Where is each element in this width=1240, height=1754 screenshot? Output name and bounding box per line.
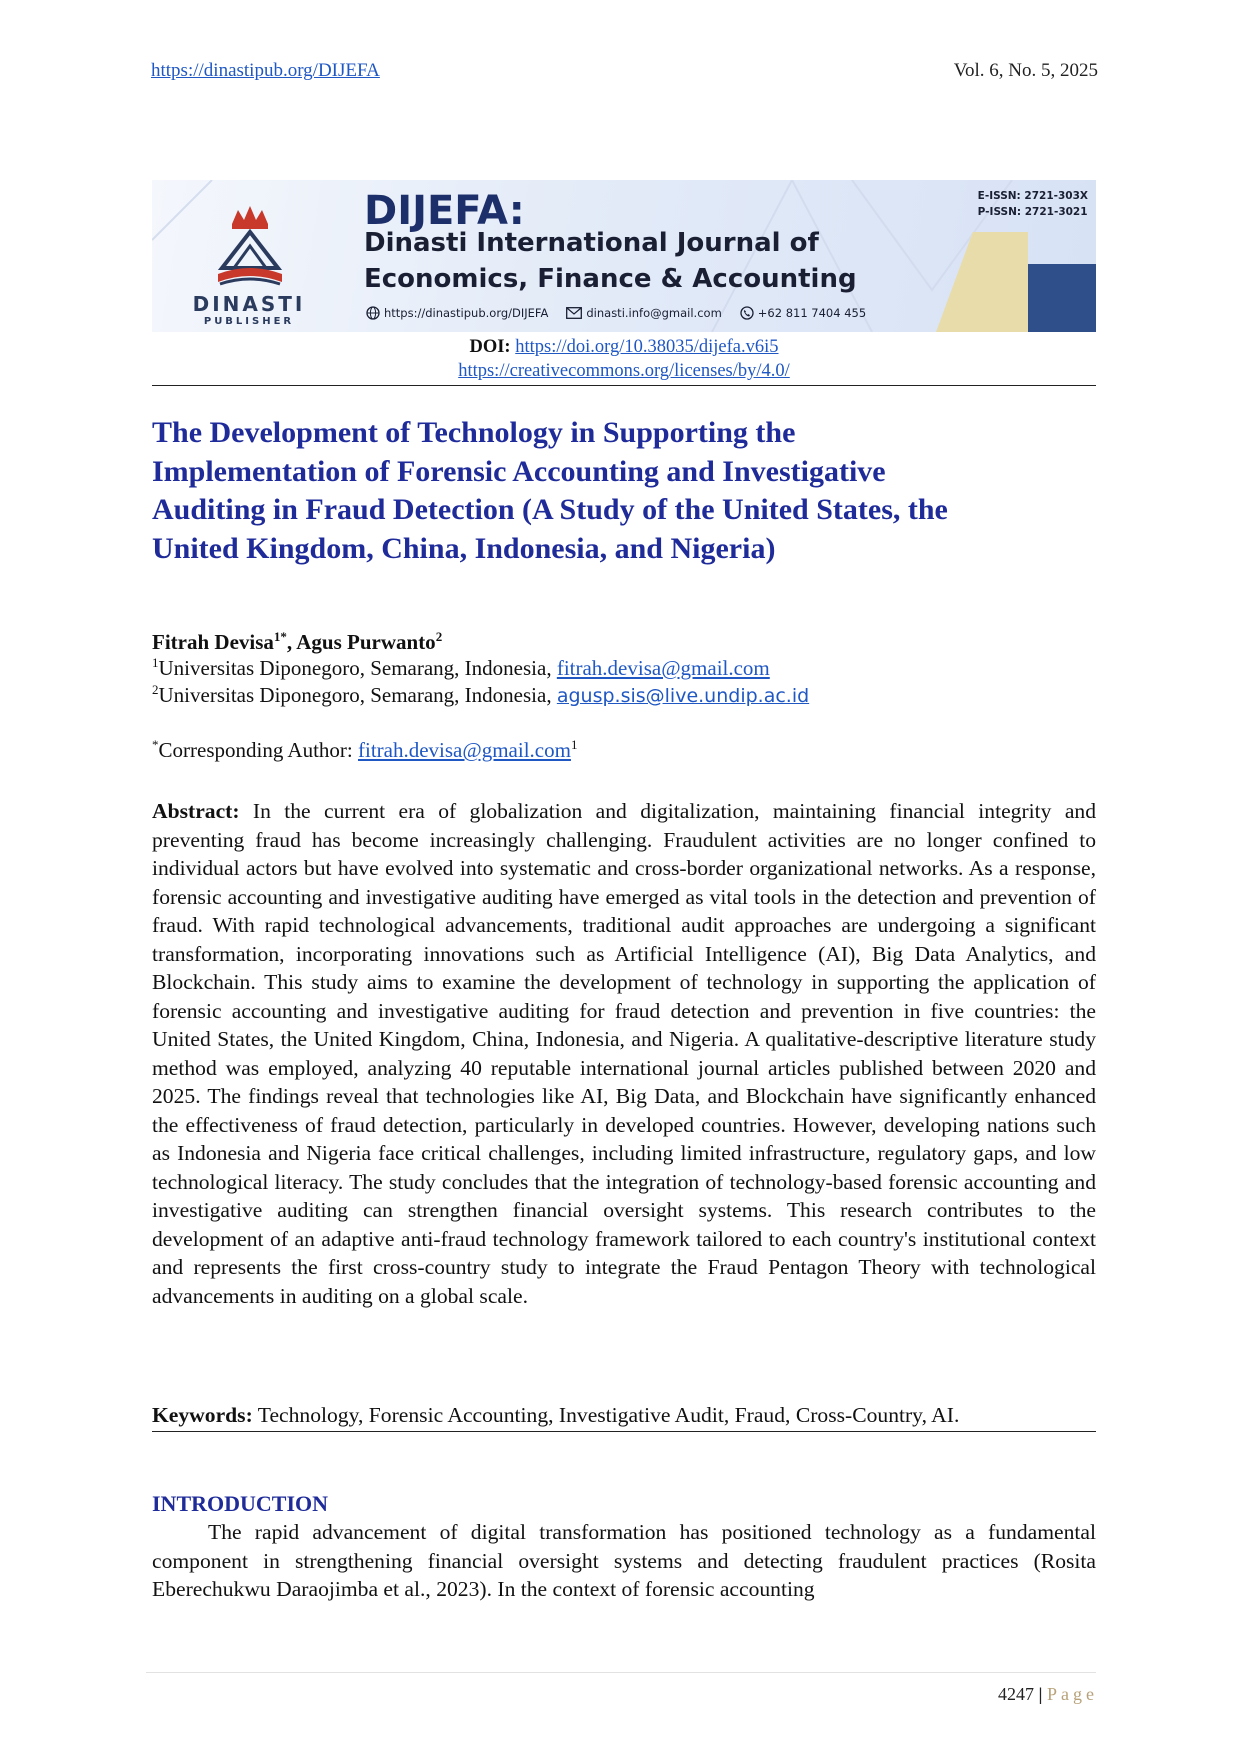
doi-line	[152, 337, 1096, 358]
page-footer	[998, 1684, 1098, 1705]
abstract-label: Abstract:	[152, 799, 240, 823]
phone-icon	[740, 306, 754, 320]
affiliation-superscript: 2	[152, 682, 159, 697]
journal-banner	[152, 180, 1096, 332]
title-line: Implementation of Forensic Accounting and Investigative	[152, 454, 886, 488]
banner-email	[566, 306, 721, 320]
journal-full-name-line1: Dinasti International Journal of	[364, 228, 819, 258]
author2-email-link[interactable]: agusp.sis@live.undip.ac.id	[556, 685, 810, 707]
keywords-label: Keywords:	[152, 1403, 253, 1427]
publisher-sub: PUBLISHER	[203, 316, 295, 327]
affiliation-text: Universitas Diponegoro, Semarang, Indonesia,	[158, 656, 557, 680]
author-superscript: 1*	[273, 629, 287, 644]
keywords	[152, 1401, 1096, 1429]
banner-contacts	[366, 306, 866, 320]
banner-blue-block	[1028, 264, 1096, 332]
introduction-heading: INTRODUCTION	[152, 1491, 329, 1516]
affiliation-superscript: 1	[152, 655, 159, 670]
issn-block	[978, 188, 1088, 220]
page-separator: |	[1034, 1684, 1047, 1704]
author-superscript: 2	[435, 629, 443, 644]
doi-label: DOI:	[469, 337, 511, 357]
footer-divider	[146, 1672, 1096, 1673]
banner-phone-text: +62 811 7404 455	[757, 306, 867, 320]
journal-full-name-line2: Economics, Finance & Accounting	[364, 264, 857, 294]
keywords-text: Technology, Forensic Accounting, Investigative Audit, Fraud, Cross-Country, AI.	[252, 1403, 960, 1427]
publisher-name: DINASTI	[192, 292, 306, 316]
globe-icon	[366, 306, 380, 320]
journal-url-link[interactable]: https://dinastipub.org/DIJEFA	[151, 60, 380, 81]
envelope-icon	[566, 307, 582, 319]
page-number: 4247	[998, 1684, 1035, 1704]
author-list	[152, 630, 442, 655]
introduction-paragraph: The rapid advancement of digital transformation has positioned technology as a fundamental component in strengthening financial oversight systems and detecting fraudulent practices (Rosita Eberechukwu Daraojimba et al., 2023). In the context of forensic accounting	[152, 1520, 1096, 1601]
author1-email-link[interactable]: fitrah.devisa@gmail.com	[556, 656, 770, 680]
banner-website	[366, 306, 548, 320]
abstract	[152, 797, 1096, 1310]
corresponding-email-superscript: 1	[570, 737, 578, 752]
page-label: Page	[1047, 1684, 1098, 1704]
paper-title	[152, 414, 1052, 568]
affiliation-1	[152, 656, 770, 681]
e-issn: E-ISSN: 2721-303X	[977, 190, 1088, 202]
abstract-text: In the current era of globalization and digitalization, maintaining financial integrity and preventing fraud has become increasingly challenging. Fraudulent activities are no longer confined to individual actors but have evolved into systematic and cross-border organizational networks. As a response, forensic accounting and investigative auditing have emerged as vital tools in the detection and prevention of fraud. With rapid technological advancements, traditional audit approaches are undergoing a significant transformation, incorporating innovations such as Artificial Intelligence (AI), Big Data Analytics, and Blockchain. This study aims to examine the development of technology in supporting the application of forensic accounting and investigative auditing for fraud detection and prevention in five countries: the United States, the United Kingdom, China, Indonesia, and Nigeria. A qualitative-descriptive literature study method was employed, analyzing 40 reputable international journal articles published between 2020 and 2025. The findings reveal that technologies like AI, Big Data, and Blockchain have significantly enhanced the effectiveness of fraud detection, particularly in developed countries. However, developing nations such as Indonesia and Nigeria face critical challenges, including limited infrastructure, regulatory gaps, and low technological literacy. The study concludes that the integration of technology-based forensic accounting and investigative auditing can strengthen financial oversight systems. This research contributes to the development of an adaptive anti-fraud technology framework tailored to each country's institutional context and represents the first cross-country study to integrate the Fraud Pentagon Theory with technological advancements in auditing on a global scale.	[152, 799, 1096, 1308]
corresponding-superscript: *	[152, 737, 159, 752]
header-divider	[152, 385, 1096, 386]
author-name: Fitrah Devisa	[152, 630, 274, 654]
affiliation-text: Universitas Diponegoro, Semarang, Indonesia,	[158, 683, 557, 707]
journal-acronym: DIJEFA:	[364, 188, 525, 234]
corresponding-label: Corresponding Author:	[158, 738, 358, 762]
keywords-divider	[152, 1431, 1096, 1432]
title-line: Auditing in Fraud Detection (A Study of the United States, the	[152, 493, 948, 526]
volume-info: Vol. 6, No. 5, 2025	[953, 60, 1098, 81]
title-line: The Development of Technology in Supporting the	[152, 416, 796, 449]
p-issn: P-ISSN: 2721-3021	[977, 206, 1088, 218]
doi-link[interactable]: https://doi.org/10.38035/dijefa.v6i5	[515, 337, 779, 357]
license-line	[152, 361, 1096, 382]
author-separator: ,	[286, 630, 297, 654]
banner-website-text: https://dinastipub.org/DIJEFA	[384, 306, 549, 320]
title-line: United Kingdom, China, Indonesia, and Nigeria)	[152, 531, 776, 565]
affiliation-2	[152, 683, 809, 708]
banner-phone	[740, 306, 866, 320]
corresponding-email-link[interactable]: fitrah.devisa@gmail.com	[358, 738, 571, 762]
banner-email-text: dinasti.info@gmail.com	[586, 306, 722, 320]
author-name: Agus Purwanto	[296, 630, 436, 654]
corresponding-author	[152, 738, 577, 763]
license-link[interactable]: https://creativecommons.org/licenses/by/4.0/	[458, 361, 790, 381]
